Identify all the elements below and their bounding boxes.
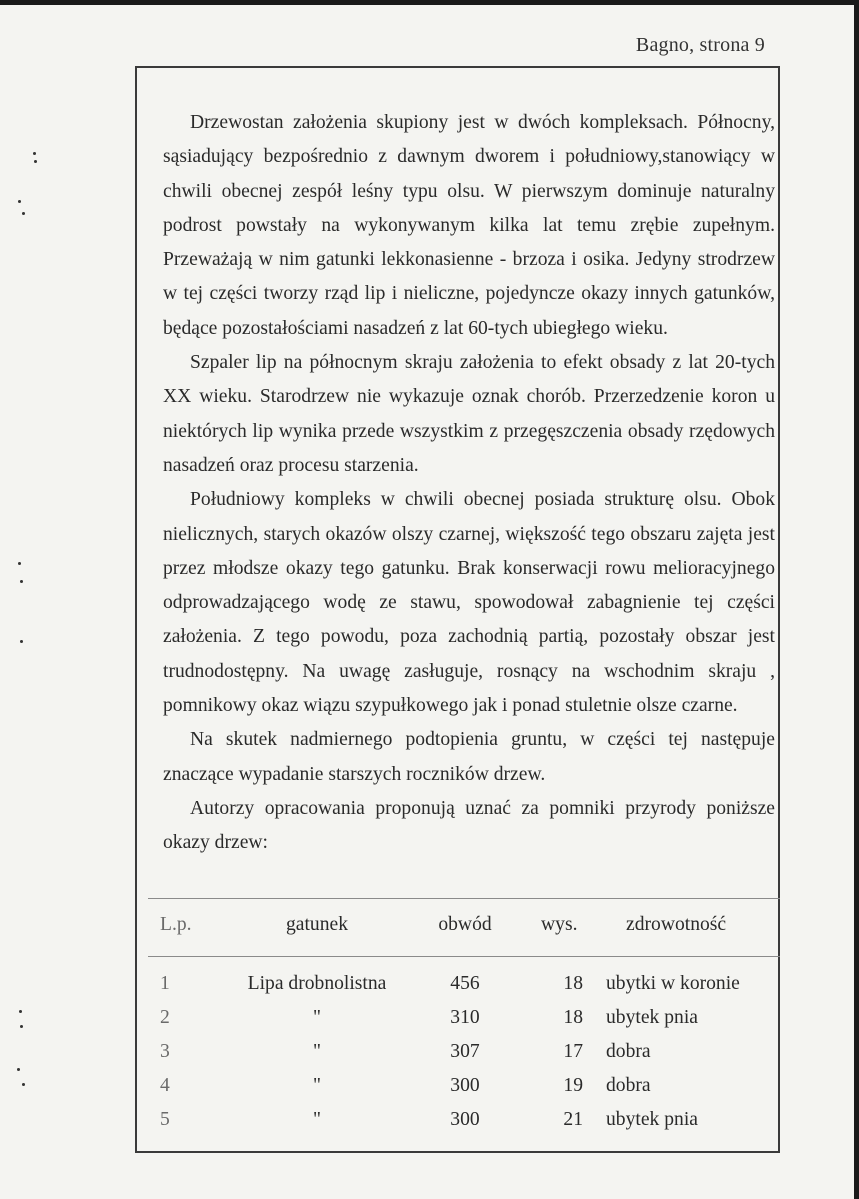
body-text <box>163 106 775 861</box>
page-header: Bagno, strona 9 <box>635 34 765 56</box>
paragraph: Szpaler lip na północnym skraju założenia to efekt obsady z lat 20-tych XX wieku. Starodrzew nie wykazuje oznak chorób. Przerzedzenie koron u niektórych lip wynika przede wszystkim z przegęszczenia obsady rzędowych nasadzeń oraz procesu starzenia. <box>163 352 775 476</box>
cell-obwod: 310 <box>450 1007 480 1028</box>
table-rule-header <box>148 956 780 957</box>
header-zdrowotnosc: zdrowotność <box>626 914 727 935</box>
table-header-row <box>148 908 780 946</box>
header-lp: L.p. <box>160 914 192 935</box>
header-wys: wys. <box>541 914 578 935</box>
scan-speck <box>17 1068 20 1071</box>
scan-edge-right <box>854 0 859 1199</box>
cell-gatunek: Lipa drobnolistna <box>247 973 387 994</box>
table-row <box>148 967 780 1001</box>
table-row <box>148 1035 780 1069</box>
cell-gatunek: " <box>313 1007 321 1028</box>
scan-speck <box>20 580 23 583</box>
cell-zdrowotnosc: dobra <box>606 1041 651 1062</box>
scan-speck <box>19 1010 22 1013</box>
scan-speck <box>20 640 23 643</box>
table-row <box>148 1103 780 1137</box>
cell-lp: 2 <box>160 1007 170 1028</box>
paragraph: Drzewostan założenia skupiony jest w dwóch kompleksach. Północny, sąsiadujący bezpośrednio z dawnym dworem i południowy,stanowiący w chwili obecnej zespół leśny typu olsu. W pierwszym dominuje naturalny podrost powstały na wykonywanym kilka lat temu zrębie zupełnym. Przeważają w nim gatunki lekkonasienne - brzoza i osika. Jedyny strodrzew w tej części tworzy rząd lip i nieliczne, pojedyncze okazy innych gatunków, będące pozostałościami nasadzeń z lat 60-tych ubiegłego wieku. <box>163 112 775 339</box>
cell-obwod: 307 <box>450 1041 480 1062</box>
scan-speck <box>20 1025 23 1028</box>
header-gatunek: gatunek <box>285 914 349 935</box>
cell-obwod: 456 <box>450 973 480 994</box>
paragraph: Na skutek nadmiernego podtopienia gruntu, w części tej następuje znaczące wypadanie starszych roczników drzew. <box>163 729 775 785</box>
cell-gatunek: " <box>313 1109 321 1130</box>
cell-lp: 1 <box>160 973 170 994</box>
cell-zdrowotnosc: ubytek pnia <box>606 1007 698 1028</box>
cell-obwod: 300 <box>450 1075 480 1096</box>
scan-speck <box>33 152 36 155</box>
table-rule-top <box>148 898 780 899</box>
scan-speck <box>34 160 37 163</box>
cell-zdrowotnosc: dobra <box>606 1075 651 1096</box>
scan-speck <box>18 562 21 565</box>
cell-obwod: 300 <box>450 1109 480 1130</box>
header-obwod: obwód <box>438 914 492 935</box>
paragraph: Południowy kompleks w chwili obecnej posiada strukturę olsu. Obok nielicznych, starych okazów olszy czarnej, większość tego obszaru zajęta jest przez młodsze okazy tego gatunku. Brak konserwacji rowu melioracyjnego odprowadzającego wodę ze stawu, spowodował zabagnienie tej części założenia. Z tego powodu, poza zachodnią partią, pozostały obszar jest trudnodostępny. Na uwagę zasługuje, rosnący na wschodnim skraju , pomnikowy okaz wiązu szypułkowego jak i ponad stuletnie olsze czarne. <box>163 489 775 717</box>
cell-gatunek: " <box>313 1041 321 1062</box>
trees-table <box>148 898 780 1137</box>
cell-wys: 19 <box>563 1075 583 1096</box>
scan-edge-top <box>0 0 859 5</box>
cell-wys: 21 <box>563 1109 583 1130</box>
cell-zdrowotnosc: ubytek pnia <box>606 1109 698 1130</box>
scan-speck <box>18 200 21 203</box>
table-row <box>148 1001 780 1035</box>
table-row <box>148 1069 780 1103</box>
cell-wys: 18 <box>563 973 583 994</box>
cell-zdrowotnosc: ubytki w koronie <box>606 973 740 994</box>
cell-lp: 5 <box>160 1109 170 1130</box>
cell-gatunek: " <box>313 1075 321 1096</box>
scan-speck <box>22 212 25 215</box>
cell-lp: 4 <box>160 1075 170 1096</box>
cell-wys: 17 <box>563 1041 583 1062</box>
cell-lp: 3 <box>160 1041 170 1062</box>
scan-speck <box>22 1083 25 1086</box>
cell-wys: 18 <box>563 1007 583 1028</box>
paragraph: Autorzy opracowania proponują uznać za pomniki przyrody poniższe okazy drzew: <box>163 797 775 854</box>
